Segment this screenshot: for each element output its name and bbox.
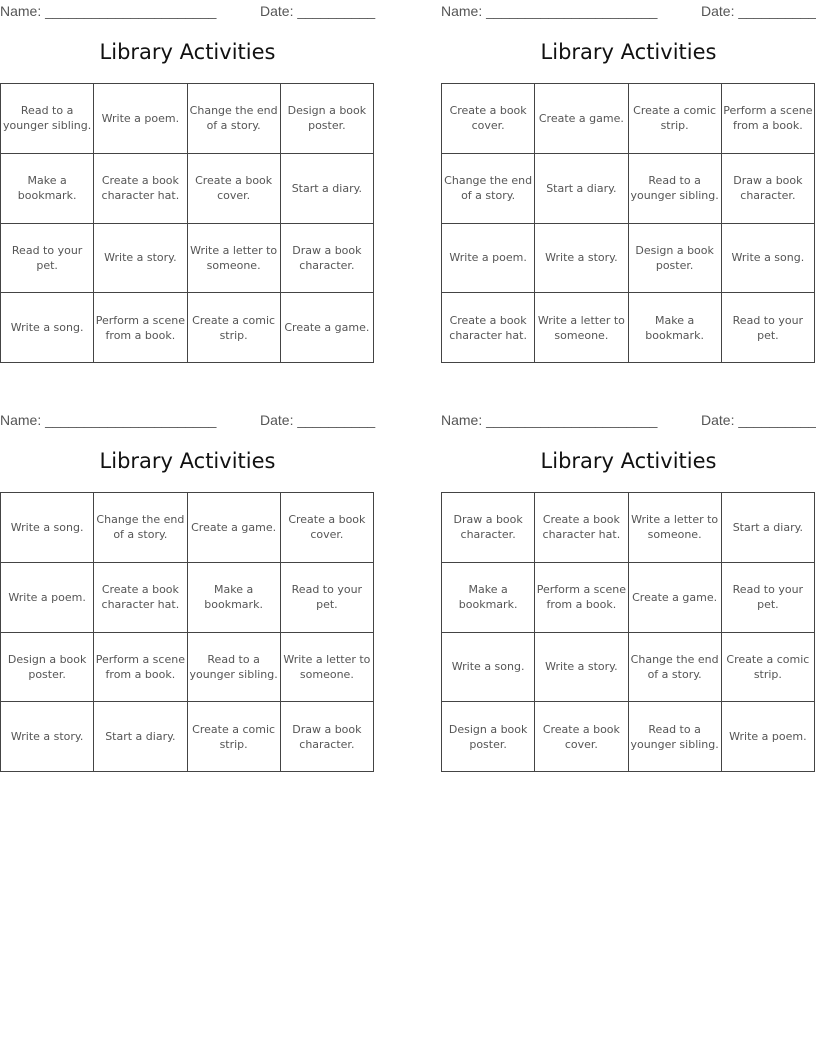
grid-cell: Write a story. — [94, 224, 187, 294]
grid-cell: Draw a book character. — [442, 493, 535, 563]
grid-cell: Create a book cover. — [442, 84, 535, 154]
activity-grid — [441, 83, 815, 363]
card-header — [0, 409, 375, 431]
name-field[interactable]: Name: ______________________ — [0, 3, 217, 19]
grid-cell: Write a poem. — [722, 702, 815, 772]
card-header — [441, 0, 816, 22]
grid-cell: Perform a scene from a book. — [94, 293, 187, 363]
grid-cell: Create a book cover. — [281, 493, 374, 563]
grid-cell: Make a bookmark. — [188, 563, 281, 633]
grid-cell: Design a book poster. — [281, 84, 374, 154]
grid-cell: Change the end of a story. — [442, 154, 535, 224]
activity-grid — [0, 492, 374, 772]
name-field[interactable]: Name: ______________________ — [441, 3, 658, 19]
grid-cell: Write a song. — [442, 633, 535, 703]
grid-cell: Start a diary. — [94, 702, 187, 772]
card-title: Library Activities — [99, 40, 276, 64]
grid-cell: Create a book character hat. — [94, 563, 187, 633]
grid-cell: Create a book character hat. — [535, 493, 628, 563]
grid-cell: Design a book poster. — [1, 633, 94, 703]
grid-cell: Change the end of a story. — [94, 493, 187, 563]
grid-cell: Write a song. — [1, 293, 94, 363]
bingo-card-1 — [0, 0, 376, 342]
grid-cell: Make a bookmark. — [442, 563, 535, 633]
grid-cell: Perform a scene from a book. — [722, 84, 815, 154]
grid-cell: Start a diary. — [722, 493, 815, 563]
grid-cell: Write a story. — [535, 633, 628, 703]
grid-cell: Read to your pet. — [281, 563, 374, 633]
grid-cell: Perform a scene from a book. — [535, 563, 628, 633]
activity-grid — [441, 492, 815, 772]
grid-cell: Write a poem. — [442, 224, 535, 294]
grid-cell: Create a game. — [535, 84, 628, 154]
grid-cell: Write a story. — [535, 224, 628, 294]
grid-cell: Create a book character hat. — [94, 154, 187, 224]
name-field[interactable]: Name: ______________________ — [0, 412, 217, 428]
grid-cell: Perform a scene from a book. — [94, 633, 187, 703]
grid-cell: Read to a younger sibling. — [1, 84, 94, 154]
grid-cell: Read to a younger sibling. — [188, 633, 281, 703]
card-title: Library Activities — [99, 449, 276, 473]
grid-cell: Read to a younger sibling. — [629, 702, 722, 772]
bingo-card-2 — [441, 0, 816, 342]
grid-cell: Write a song. — [1, 493, 94, 563]
grid-cell: Make a bookmark. — [1, 154, 94, 224]
date-field[interactable]: Date: __________ — [260, 412, 376, 428]
card-header — [0, 0, 375, 22]
grid-cell: Read to a younger sibling. — [629, 154, 722, 224]
grid-cell: Change the end of a story. — [629, 633, 722, 703]
grid-cell: Create a comic strip. — [629, 84, 722, 154]
grid-cell: Draw a book character. — [281, 702, 374, 772]
card-title: Library Activities — [540, 40, 717, 64]
activity-grid — [0, 83, 374, 363]
grid-cell: Create a game. — [188, 493, 281, 563]
grid-cell: Write a letter to someone. — [281, 633, 374, 703]
name-field[interactable]: Name: ______________________ — [441, 412, 658, 428]
grid-cell: Create a comic strip. — [188, 293, 281, 363]
grid-cell: Read to your pet. — [722, 563, 815, 633]
grid-cell: Write a letter to someone. — [188, 224, 281, 294]
date-field[interactable]: Date: __________ — [701, 412, 816, 428]
grid-cell: Create a book character hat. — [442, 293, 535, 363]
grid-cell: Write a letter to someone. — [535, 293, 628, 363]
grid-cell: Draw a book character. — [281, 224, 374, 294]
grid-cell: Start a diary. — [535, 154, 628, 224]
grid-cell: Create a book cover. — [188, 154, 281, 224]
grid-cell: Create a comic strip. — [188, 702, 281, 772]
date-field[interactable]: Date: __________ — [701, 3, 816, 19]
grid-cell: Create a game. — [281, 293, 374, 363]
grid-cell: Read to your pet. — [722, 293, 815, 363]
grid-cell: Make a bookmark. — [629, 293, 722, 363]
grid-cell: Write a story. — [1, 702, 94, 772]
grid-cell: Create a book cover. — [535, 702, 628, 772]
card-header — [441, 409, 816, 431]
bingo-card-4 — [441, 409, 816, 751]
grid-cell: Write a poem. — [94, 84, 187, 154]
date-field[interactable]: Date: __________ — [260, 3, 376, 19]
bingo-card-3 — [0, 409, 376, 751]
grid-cell: Write a song. — [722, 224, 815, 294]
grid-cell: Design a book poster. — [629, 224, 722, 294]
grid-cell: Draw a book character. — [722, 154, 815, 224]
grid-cell: Design a book poster. — [442, 702, 535, 772]
card-title: Library Activities — [540, 449, 717, 473]
grid-cell: Read to your pet. — [1, 224, 94, 294]
grid-cell: Change the end of a story. — [188, 84, 281, 154]
grid-cell: Start a diary. — [281, 154, 374, 224]
grid-cell: Create a game. — [629, 563, 722, 633]
grid-cell: Write a letter to someone. — [629, 493, 722, 563]
grid-cell: Write a poem. — [1, 563, 94, 633]
grid-cell: Create a comic strip. — [722, 633, 815, 703]
